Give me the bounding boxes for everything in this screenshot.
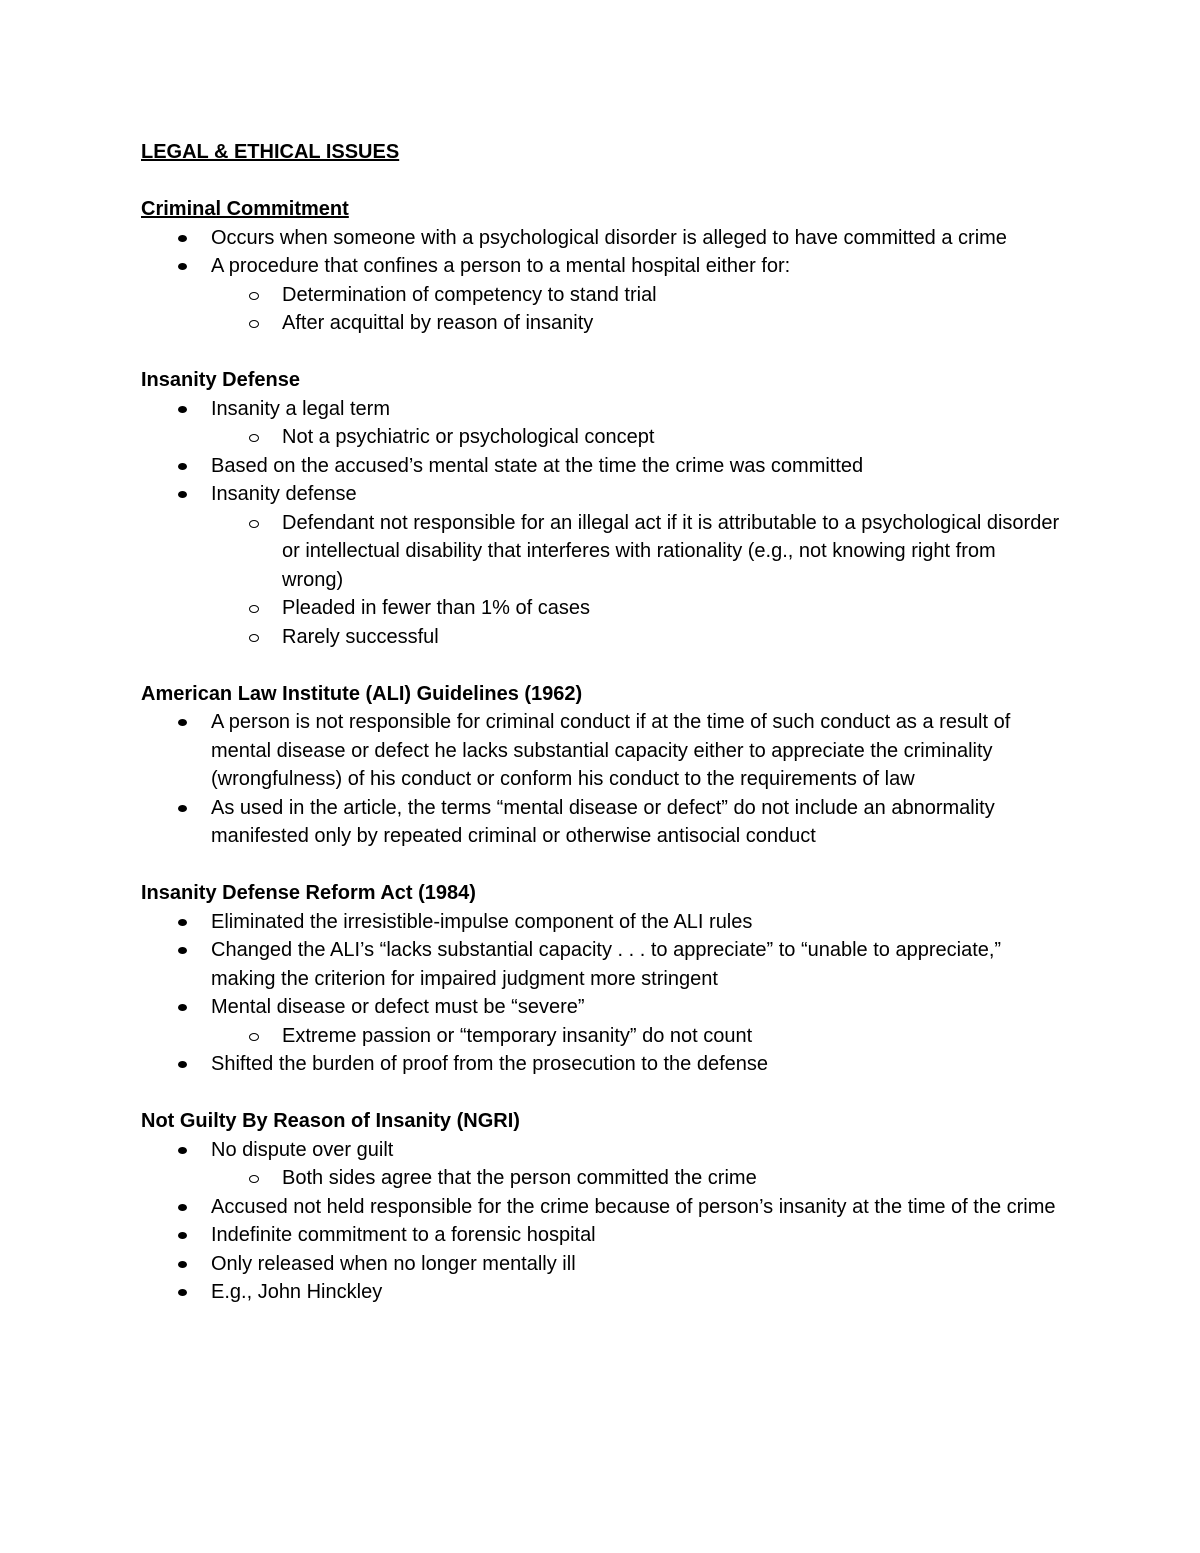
- bullet-dot-icon: [178, 1261, 187, 1268]
- list-item: [141, 395, 1061, 452]
- bullet-dot-icon: [178, 463, 187, 470]
- list-item-text: No dispute over guilt: [211, 1138, 394, 1161]
- bullet-dot-icon: [178, 491, 187, 498]
- section-heading: Criminal Commitment: [141, 198, 349, 220]
- bullet-circle-icon: [249, 434, 259, 442]
- section-heading: Insanity Defense: [141, 369, 300, 391]
- document-title: LEGAL & ETHICAL ISSUES: [141, 141, 400, 163]
- sub-list-item-text: Extreme passion or “temporary insanity” do not count: [282, 1024, 753, 1047]
- bullet-dot-icon: [178, 947, 187, 954]
- sub-list-item: [211, 423, 1061, 452]
- sub-bullet-list: [211, 509, 1061, 652]
- sub-list-item: [211, 309, 1061, 338]
- section-heading: Not Guilty By Reason of Insanity (NGRI): [141, 1110, 520, 1132]
- list-item: [141, 480, 1061, 651]
- bullet-list: [141, 908, 1061, 1079]
- list-item-text: Insanity a legal term: [211, 397, 390, 420]
- list-item: [141, 1221, 1061, 1250]
- sub-bullet-list: [211, 281, 1061, 338]
- bullet-circle-icon: [249, 320, 259, 328]
- sub-list-item-text: Determination of competency to stand trial: [282, 283, 657, 306]
- list-item: [141, 1136, 1061, 1193]
- list-item: [141, 1250, 1061, 1279]
- section: [141, 195, 1061, 338]
- sub-list-item-text: Defendant not responsible for an illegal act if it is attributable to a psychological disorder or intellectual disability that interferes with rationality (e.g., not knowing right from wrong): [282, 511, 1060, 591]
- list-item: [141, 1278, 1061, 1307]
- bullet-circle-icon: [249, 634, 259, 642]
- list-item: [141, 224, 1061, 253]
- sub-bullet-list: [211, 423, 1061, 452]
- list-item: [141, 908, 1061, 937]
- bullet-dot-icon: [178, 919, 187, 926]
- section-heading: American Law Institute (ALI) Guidelines (1962): [141, 682, 583, 705]
- list-item: [141, 993, 1061, 1050]
- document-body: [141, 138, 1061, 1335]
- list-item-text: Shifted the burden of proof from the prosecution to the defense: [211, 1053, 769, 1075]
- sub-list-item: [211, 1022, 1061, 1051]
- section-heading: Insanity Defense Reform Act (1984): [141, 882, 476, 904]
- section: [141, 680, 1061, 851]
- section: [141, 1107, 1061, 1307]
- bullet-circle-icon: [249, 605, 259, 613]
- list-item-text: Changed the ALI’s “lacks substantial capacity . . . to appreciate” to “unable to appreciate,” making the criterion for impaired judgment more stringent: [211, 939, 1002, 990]
- list-item: [141, 1193, 1061, 1222]
- bullet-dot-icon: [178, 1289, 187, 1296]
- bullet-dot-icon: [178, 263, 187, 270]
- sub-list-item-text: Both sides agree that the person committed the crime: [282, 1167, 757, 1189]
- list-item-text: Indefinite commitment to a forensic hospital: [211, 1224, 596, 1246]
- bullet-dot-icon: [178, 1204, 187, 1211]
- bullet-dot-icon: [178, 1147, 187, 1154]
- sub-list-item: [211, 594, 1061, 623]
- bullet-dot-icon: [178, 406, 187, 413]
- bullet-dot-icon: [178, 1004, 187, 1011]
- list-item-text: Based on the accused’s mental state at the time the crime was committed: [211, 454, 864, 477]
- sub-list-item: [211, 1164, 1061, 1193]
- sections-container: [141, 195, 1061, 1307]
- list-item-text: A person is not responsible for criminal conduct if at the time of such conduct as a result of mental disease or defect he lacks substantial capacity either to appreciate the criminality (wrongfulness) of his conduct or conform his conduct to the requirements of law: [211, 711, 1011, 790]
- list-item-text: Accused not held responsible for the crime because of person’s insanity at the time of the crime: [211, 1195, 1056, 1218]
- sub-list-item: [211, 281, 1061, 310]
- bullet-circle-icon: [249, 292, 259, 300]
- sub-list-item-text: Pleaded in fewer than 1% of cases: [282, 597, 590, 619]
- list-item: [141, 708, 1061, 794]
- sub-bullet-list: [211, 1164, 1061, 1193]
- list-item-text: Occurs when someone with a psychological disorder is alleged to have committed a crime: [211, 226, 1007, 249]
- bullet-dot-icon: [178, 235, 187, 242]
- bullet-list: [141, 1136, 1061, 1307]
- sub-list-item-text: After acquittal by reason of insanity: [282, 312, 594, 334]
- list-item-text: E.g., John Hinckley: [211, 1281, 383, 1303]
- bullet-dot-icon: [178, 719, 187, 726]
- list-item: [141, 252, 1061, 338]
- bullet-list: [141, 224, 1061, 338]
- list-item-text: A procedure that confines a person to a mental hospital either for:: [211, 255, 791, 277]
- section: [141, 366, 1061, 651]
- list-item-text: Mental disease or defect must be “severe”: [211, 996, 585, 1018]
- list-item: [141, 936, 1061, 993]
- sub-list-item-text: Not a psychiatric or psychological concept: [282, 426, 655, 448]
- list-item: [141, 1050, 1061, 1079]
- sub-list-item-text: Rarely successful: [282, 625, 439, 648]
- bullet-dot-icon: [178, 1061, 187, 1068]
- list-item-text: Eliminated the irresistible-impulse component of the ALI rules: [211, 910, 753, 933]
- list-item: [141, 452, 1061, 481]
- list-item-text: Insanity defense: [211, 483, 357, 505]
- list-item: [141, 794, 1061, 851]
- sub-list-item: [211, 509, 1061, 595]
- section: [141, 879, 1061, 1079]
- bullet-circle-icon: [249, 1033, 259, 1041]
- bullet-list: [141, 708, 1061, 851]
- bullet-dot-icon: [178, 805, 187, 812]
- list-item-text: As used in the article, the terms “mental disease or defect” do not include an abnormality manifested only by repeated criminal or otherwise antisocial conduct: [211, 796, 995, 847]
- sub-bullet-list: [211, 1022, 1061, 1051]
- bullet-list: [141, 395, 1061, 652]
- bullet-circle-icon: [249, 1175, 259, 1183]
- bullet-dot-icon: [178, 1232, 187, 1239]
- sub-list-item: [211, 623, 1061, 652]
- list-item-text: Only released when no longer mentally ill: [211, 1252, 576, 1275]
- bullet-circle-icon: [249, 520, 259, 528]
